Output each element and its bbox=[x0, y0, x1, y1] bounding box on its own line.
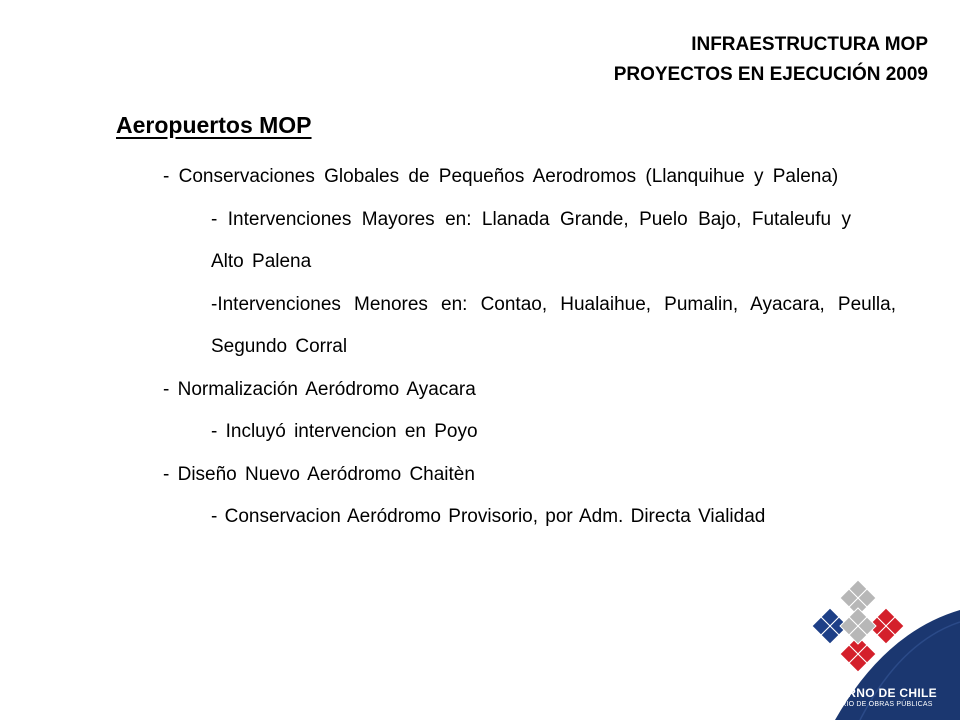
list-item: - Intervenciones Mayores en: Llanada Grande, Puelo Bajo, Futaleufu y Alto Palena bbox=[211, 208, 851, 272]
list-item: - Normalización Aeródromo Ayacara bbox=[163, 378, 476, 400]
header-subtitle: PROYECTOS EN EJECUCIÓN 2009 bbox=[613, 64, 928, 85]
list-item: - Conservacion Aeródromo Provisorio, por Adm. Directa Vialidad bbox=[211, 506, 766, 527]
list-item: - Incluyó intervencion en Poyo bbox=[211, 421, 478, 442]
list-item: -Intervenciones Menores en: Contao, Hualaihue, Pumalin, Ayacara, Peulla, Segundo Corral bbox=[211, 293, 896, 357]
section-title: Aeropuertos MOP bbox=[116, 112, 312, 138]
logo-sub-text: MINISTERIO DE OBRAS PÚBLICAS bbox=[811, 701, 933, 708]
header-title: INFRAESTRUCTURA MOP bbox=[691, 34, 928, 55]
diamond-emblem-icon bbox=[760, 570, 960, 680]
list-item: - Conservaciones Globales de Pequeños Aerodromos (Llanquihue y Palena) bbox=[163, 166, 839, 187]
logo-main-text: GOBIERNO DE CHILE bbox=[807, 686, 937, 700]
gobierno-de-chile-logo bbox=[760, 570, 960, 720]
bullet-list bbox=[163, 156, 896, 539]
list-item: - Diseño Nuevo Aeródromo Chaitèn bbox=[163, 463, 475, 485]
slide-header bbox=[614, 30, 928, 90]
